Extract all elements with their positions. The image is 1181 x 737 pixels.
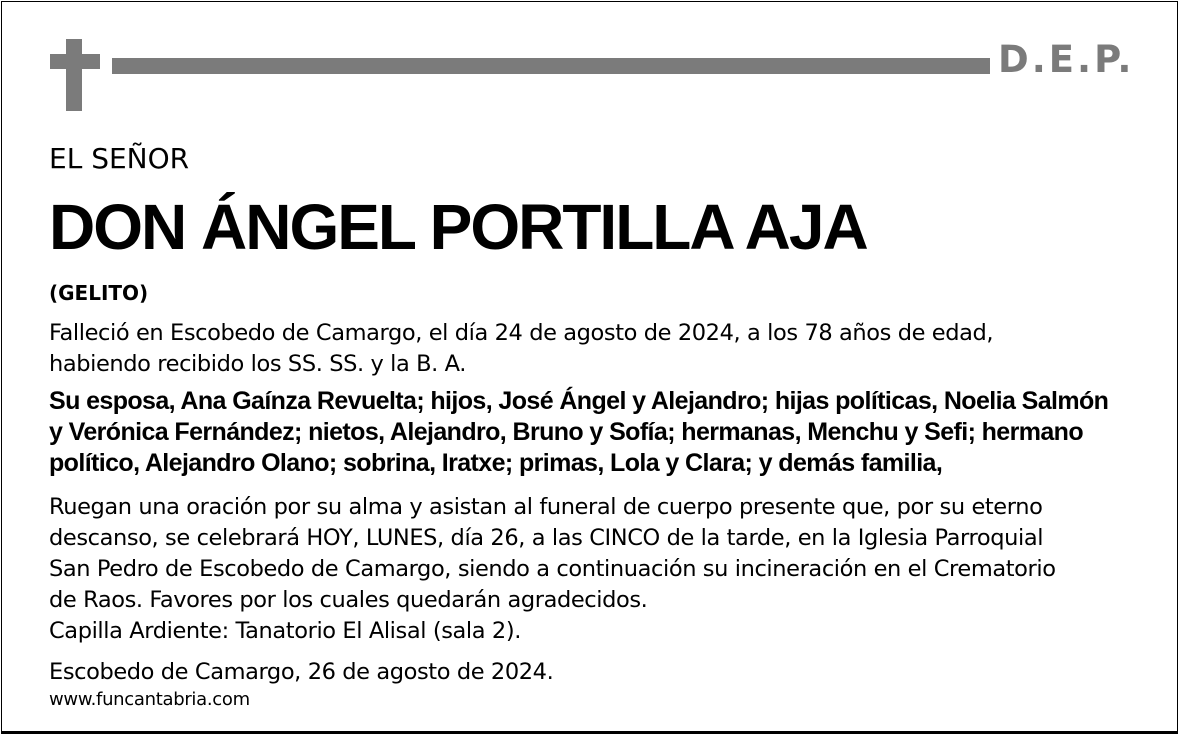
website-link[interactable]: www.funcantabria.com [49,689,250,710]
family-line: Su esposa, Ana Gaínza Revuelta; hijos, José Ángel y Alejandro; hijas políticas, Noelia Salmón [49,387,1109,415]
place-date: Escobedo de Camargo, 26 de agosto de 2024. [49,659,554,685]
funeral-line: Ruegan una oración por su alma y asistan al funeral de cuerpo presente que, por su eterno [49,494,1043,520]
funeral-line: San Pedro de Escobedo de Camargo, siendo a continuación su incineración en el Crematorio [49,556,1056,582]
death-notice-line: Falleció en Escobedo de Camargo, el día 24 de agosto de 2024, a los 78 años de edad, [49,320,994,346]
family-line: político, Alejandro Olano; sobrina, Iratxe; primas, Lola y Clara; y demás familia, [49,449,943,477]
death-notice-line: habiendo recibido los SS. SS. y la B. A. [49,351,467,377]
cross-icon [66,39,82,111]
dep-label: D.E.P. [998,38,1135,81]
funeral-line: Capilla Ardiente: Tanatorio El Alisal (sala 2). [49,618,521,644]
cross-icon-bar [50,54,100,69]
honorific: EL SEÑOR [49,142,190,175]
family-line: y Verónica Fernández; nietos, Alejandro, Bruno y Sofía; hermanas, Menchu y Sefi; hermano [49,418,1084,446]
header-rule [112,58,990,74]
family-list [49,386,1108,479]
funeral-line: descanso, se celebrará HOY, LUNES, día 26, a las CINCO de la tarde, en la Iglesia Parroquial [49,525,1044,551]
nickname: (GELITO) [49,281,149,305]
obituary-card [1,1,1178,734]
funeral-details [49,492,1056,647]
funeral-line: de Raos. Favores por los cuales quedarán agradecidos. [49,587,648,613]
deceased-name: DON ÁNGEL PORTILLA AJA [49,191,867,263]
death-notice [49,318,993,380]
